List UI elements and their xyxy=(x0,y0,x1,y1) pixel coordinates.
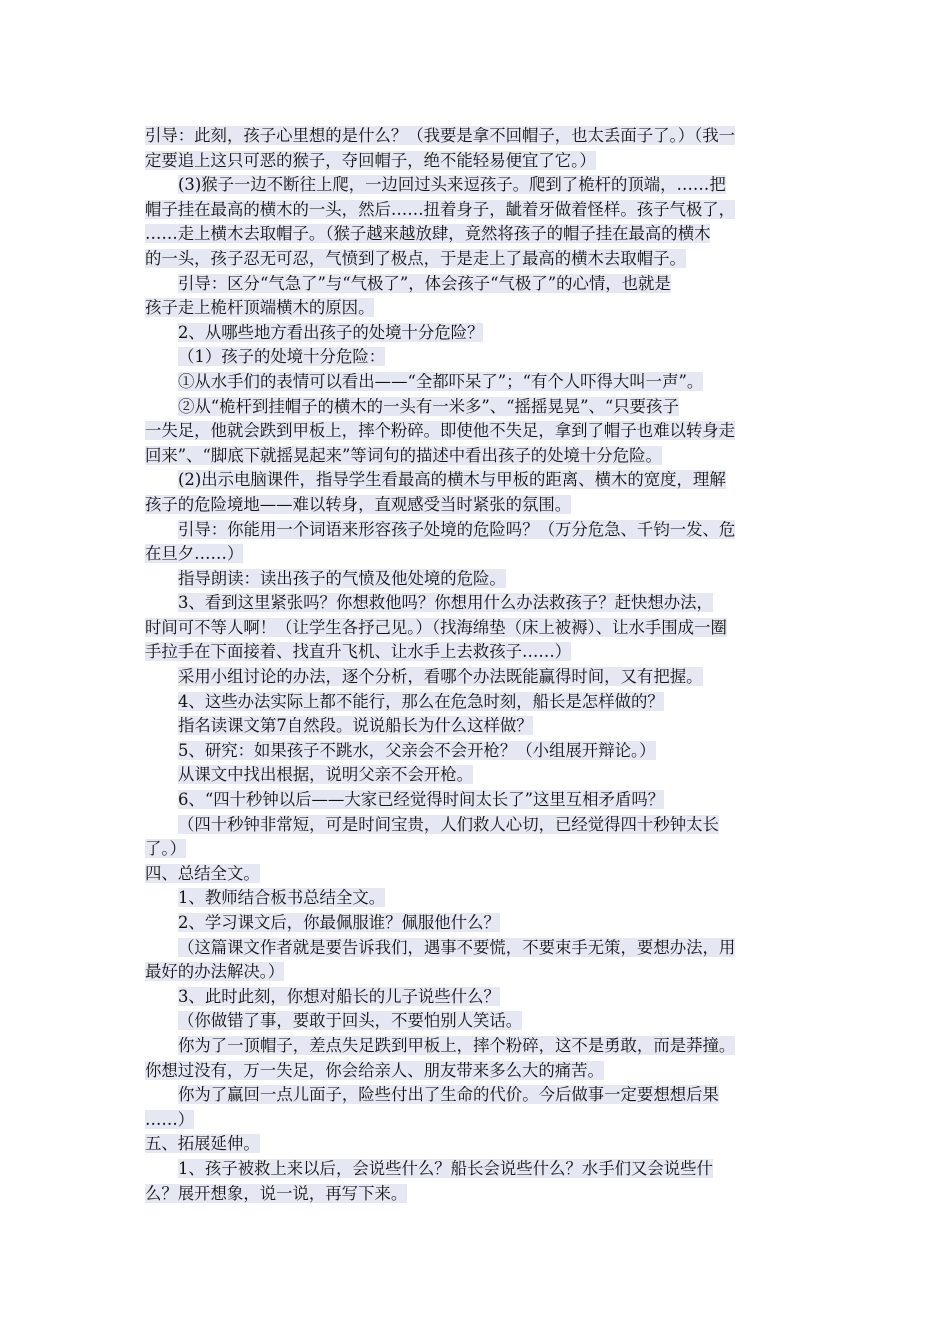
text-line xyxy=(145,739,810,764)
highlighted-text: 你为了赢回一点儿面子，险些付出了生命的代价。今后做事一定要想想后果 xyxy=(178,1085,719,1105)
highlighted-text: 你想过没有，万一失足，你会给亲人、朋友带来多么大的痛苦。 xyxy=(145,1060,604,1080)
highlighted-text: 引导：此刻，孩子心里想的是什么？（我要是拿不回帽子，也太丢面子了。）（我一 xyxy=(145,126,736,145)
highlighted-text: 指导朗读：读出孩子的气愤及他处境的危险。 xyxy=(178,568,506,588)
text-line xyxy=(145,542,810,567)
highlighted-text: （这篇课文作者就是要告诉我们，遇事不要慌，不要束手无策，要想办法，用 xyxy=(178,937,736,957)
highlighted-text: ①从水手们的表情可以看出——“全都吓呆了”；“有个人吓得大叫一声”。 xyxy=(178,371,704,391)
highlighted-text: 孩子的危险境地——难以转身，直观感受当时紧张的氛围。 xyxy=(145,494,572,514)
text-line xyxy=(145,419,810,444)
highlighted-text: 四、总结全文。 xyxy=(145,863,260,883)
highlighted-text: 1、孩子被救上来以后，会说些什么？船长会说些什么？水手们又会说些什 xyxy=(178,1158,713,1178)
text-line xyxy=(145,788,810,813)
highlighted-text: 手拉手在下面接着、找直升飞机、让水手上去救孩子……） xyxy=(145,642,572,662)
text-line xyxy=(145,813,810,838)
text-line xyxy=(145,296,810,321)
text-line xyxy=(145,1157,810,1182)
text-line xyxy=(145,149,810,174)
text-line xyxy=(145,616,810,641)
highlighted-text: 5、研究：如果孩子不跳水，父亲会不会开枪？（小组展开辩论。） xyxy=(178,740,656,760)
highlighted-text: (2)出示电脑课件，指导学生看最高的横木与甲板的距离、横木的宽度，理解 xyxy=(178,470,726,490)
text-line xyxy=(145,1083,810,1108)
text-line xyxy=(145,1034,810,1059)
highlighted-text: 从课文中找出根据，说明父亲不会开枪。 xyxy=(178,765,474,785)
highlighted-text: ……走上横木去取帽子。（猴子越来越放肆，竟然将孩子的帽子挂在最高的横木 xyxy=(145,224,711,244)
text-line xyxy=(145,173,810,198)
highlighted-text: 3、此时此刻，你想对船长的儿子说些什么？ xyxy=(178,986,500,1006)
highlighted-text: 1、教师结合板书总结全文。 xyxy=(178,888,386,908)
text-line xyxy=(145,198,810,223)
text-line xyxy=(145,468,810,493)
text-line xyxy=(145,370,810,395)
text-line xyxy=(145,395,810,420)
highlighted-text: 么？展开想象，说一说，再写下来。 xyxy=(145,1183,408,1203)
highlighted-text: （1）孩子的处境十分危险： xyxy=(178,347,386,367)
text-line xyxy=(145,591,810,616)
text-line xyxy=(145,567,810,592)
text-line xyxy=(145,124,810,149)
highlighted-text: 孩子走上桅杆顶端横木的原因。 xyxy=(145,298,375,318)
highlighted-text: 的一头，孩子忍无可忍，气愤到了极点，于是走上了最高的横木去取帽子。 xyxy=(145,248,686,268)
text-line xyxy=(145,1009,810,1034)
highlighted-text: 在旦夕……） xyxy=(145,544,244,564)
highlighted-text: 引导：区分“气急了”与“气极了”，体会孩子“气极了”的心情，也就是 xyxy=(178,273,671,293)
highlighted-text: （你做错了事，要敢于回头，不要怕别人笑话。 xyxy=(178,1011,523,1031)
document-page xyxy=(145,124,810,1206)
highlighted-text: 五、拓展延伸。 xyxy=(145,1134,260,1154)
highlighted-text: 最好的办法解决。） xyxy=(145,962,285,982)
text-line xyxy=(145,911,810,936)
text-line xyxy=(145,1059,810,1084)
highlighted-text: 4、这些办法实际上都不能行，那么在危急时刻，船长是怎样做的？ xyxy=(178,691,664,711)
highlighted-text: 2、学习课文后，你最佩服谁？佩服他什么？ xyxy=(178,913,500,932)
text-line xyxy=(145,247,810,272)
text-line xyxy=(145,222,810,247)
text-line xyxy=(145,837,810,862)
highlighted-text: ……） xyxy=(145,1109,195,1129)
highlighted-text: 2、从哪些地方看出孩子的处境十分危险？ xyxy=(178,322,484,342)
text-line xyxy=(145,493,810,518)
highlighted-text: 时间可不等人啊！（让学生各抒己见。）（找海绵垫（床上被褥）、让水手围成一圈 xyxy=(145,617,727,637)
highlighted-text: 你为了一顶帽子，差点失足跌到甲板上，摔个粉碎，这不是勇敢，而是莽撞。 xyxy=(178,1035,736,1055)
highlighted-text: 了。） xyxy=(145,839,186,859)
text-line xyxy=(145,518,810,543)
text-line xyxy=(145,690,810,715)
text-line xyxy=(145,665,810,690)
text-line xyxy=(145,640,810,665)
highlighted-text: 3、看到这里紧张吗？你想救他吗？你想用什么办法救孩子？赶快想办法， xyxy=(178,593,713,613)
text-line xyxy=(145,272,810,297)
highlighted-text: 一失足，他就会跌到甲板上，摔个粉碎。即使他不失足，拿到了帽子也难以转身走 xyxy=(145,421,736,441)
text-line xyxy=(145,862,810,887)
highlighted-text: 指名读课文第7自然段。说说船长为什么这样做？ xyxy=(178,716,533,736)
text-line xyxy=(145,1108,810,1133)
text-line xyxy=(145,1132,810,1157)
highlighted-text: 6、“四十秒钟以后——大家已经觉得时间太长了”这里互相矛盾吗？ xyxy=(178,790,665,810)
text-line xyxy=(145,960,810,985)
text-line xyxy=(145,1182,810,1207)
text-line xyxy=(145,886,810,911)
highlighted-text: (3)猴子一边不断往上爬，一边回过头来逗孩子。爬到了桅杆的顶端，……把 xyxy=(178,175,726,195)
highlighted-text: 帽子挂在最高的横木的一头，然后……扭着身子，龇着牙做着怪样。孩子气极了， xyxy=(145,199,736,219)
text-line xyxy=(145,763,810,788)
highlighted-text: 引导：你能用一个词语来形容孩子处境的危险吗？（万分危急、千钧一发、危 xyxy=(178,519,736,539)
highlighted-text: 采用小组讨论的办法，逐个分析，看哪个办法既能赢得时间，又有把握。 xyxy=(178,667,703,687)
highlighted-text: （四十秒钟非常短，可是时间宝贵，人们救人心切，已经觉得四十秒钟太长 xyxy=(178,814,719,834)
text-line xyxy=(145,345,810,370)
highlighted-text: ②从“桅杆到挂帽子的横木的一头有一米多”、“摇摇晃晃”、“只要孩子 xyxy=(178,396,679,416)
text-line xyxy=(145,444,810,469)
text-line xyxy=(145,985,810,1010)
highlighted-text: 回来”、“脚底下就摇晃起来”等词句的描述中看出孩子的处境十分危险。 xyxy=(145,445,662,465)
text-line xyxy=(145,714,810,739)
highlighted-text: 定要追上这只可恶的猴子，夺回帽子，绝不能轻易便宜了它。） xyxy=(145,150,596,170)
text-line xyxy=(145,321,810,346)
text-line xyxy=(145,936,810,961)
